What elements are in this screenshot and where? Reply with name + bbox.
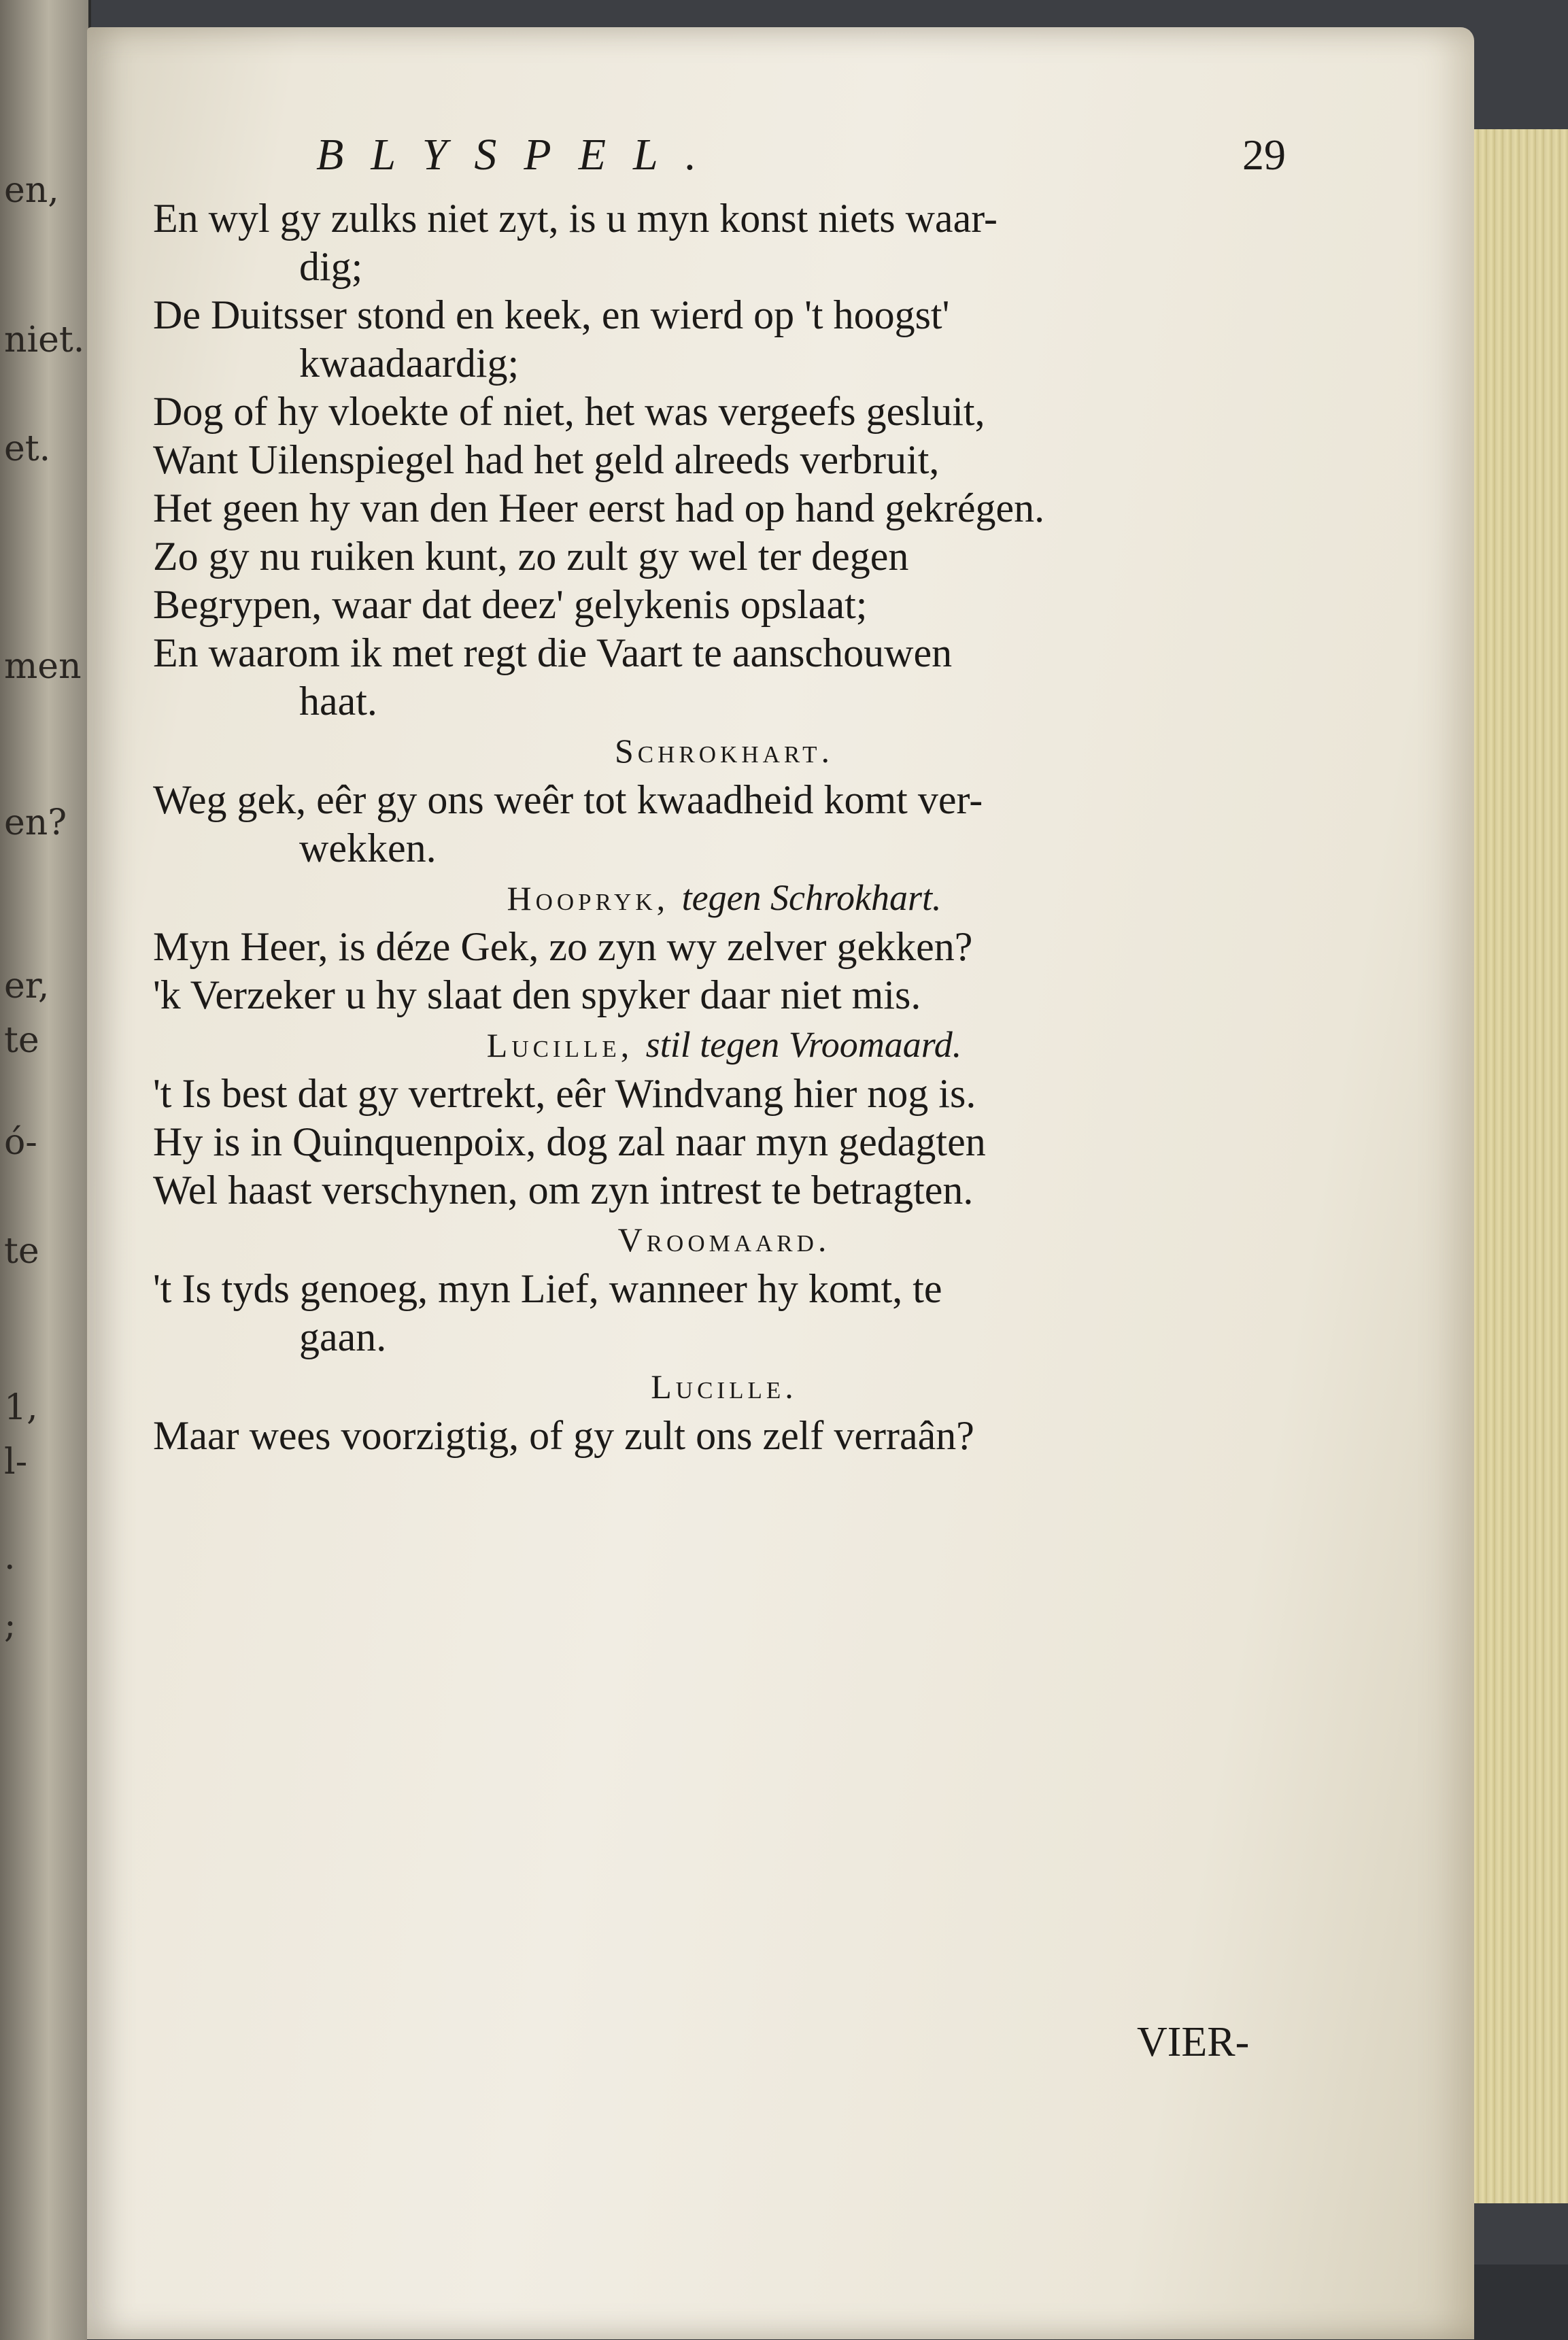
stage-direction: tegen Schrokhart.: [681, 877, 942, 918]
page-header: [153, 129, 1295, 194]
verse-line: 't Is tyds genoeg, myn Lief, wanneer hy komt, te: [153, 1266, 942, 1311]
catchword: VIER-: [1137, 2019, 1250, 2065]
verse-line: dig;: [299, 244, 363, 289]
verse-line: Want Uilenspiegel had het geld alreeds verbruit,: [153, 437, 940, 482]
facing-fragment: niet.: [4, 320, 85, 360]
facing-fragment: et.: [4, 428, 51, 469]
verse-line: Wel haast verschynen, om zyn intrest te betragten.: [153, 1168, 974, 1213]
verse-line: gaan.: [299, 1315, 387, 1359]
facing-page-edge: [0, 0, 91, 2340]
verse-line: Zo gy nu ruiken kunt, zo zult gy wel ter degen: [153, 534, 909, 579]
verse-line: wekken.: [299, 826, 437, 870]
facing-fragment: te: [4, 1020, 39, 1061]
page-number: 29: [1242, 131, 1286, 179]
verse-line: Dog of hy vloekte of niet, het was vergeefs gesluit,: [153, 389, 985, 434]
speaker-heading: [153, 1019, 1295, 1070]
facing-fragment: en,: [4, 170, 59, 211]
facing-fragment: 1,: [4, 1387, 38, 1428]
speaker-heading: [153, 726, 1295, 776]
verse-line: En waarom ik met regt die Vaart te aanschouwen: [153, 630, 953, 675]
verse-line: Het geen hy van den Heer eerst had op hand gekrégen.: [153, 486, 1045, 530]
verse-line: Weg gek, eêr gy ons weêr tot kwaadheid komt ver-: [153, 777, 983, 822]
speaker-heading: [153, 1361, 1295, 1412]
facing-fragment: l-: [4, 1442, 28, 1482]
verse-line: Maar wees voorzigtig, of gy zult ons zelf verraân?: [153, 1413, 974, 1458]
speaker-name: Lucille.: [651, 1368, 798, 1406]
verse-line: De Duitsser stond en keek, en wierd op 't hoogst': [153, 292, 950, 337]
stage-direction: stil tegen Vroomaard.: [645, 1024, 962, 1065]
page-text: [153, 129, 1295, 1460]
facing-fragment: ;: [4, 1605, 16, 1646]
speaker-heading: [153, 1215, 1295, 1265]
verse-line: kwaadaardig;: [299, 341, 519, 386]
verse-line: Myn Heer, is déze Gek, zo zyn wy zelver gekken?: [153, 924, 973, 969]
facing-fragment: en?: [4, 802, 67, 843]
speaker-name: Lucille,: [486, 1026, 634, 1064]
speaker-name: Schrokhart.: [615, 732, 834, 770]
verse-line: Hy is in Quinquenpoix, dog zal naar myn gedagten: [153, 1119, 986, 1164]
verse-line: En wyl gy zulks niet zyt, is u myn konst niets waar-: [153, 196, 998, 241]
facing-fragment: .: [4, 1537, 16, 1578]
verse-line: 't Is best dat gy vertrekt, eêr Windvang hier nog is.: [153, 1071, 976, 1116]
speaker-name: Hoopryk,: [507, 879, 670, 917]
facing-fragment: er,: [4, 966, 50, 1006]
facing-fragment: te: [4, 1231, 39, 1272]
running-title: BLYSPEL.: [316, 130, 724, 180]
facing-fragment: men: [4, 646, 82, 687]
speaker-heading: [153, 872, 1295, 923]
verse-line: 'k Verzeker u hy slaat den spyker daar niet mis.: [153, 972, 921, 1017]
facing-fragment: ó-: [4, 1122, 37, 1163]
speaker-name: Vroomaard.: [617, 1221, 831, 1259]
verse-line: haat.: [299, 679, 377, 724]
verse-line: Begrypen, waar dat deez' gelykenis opslaat;: [153, 582, 868, 627]
